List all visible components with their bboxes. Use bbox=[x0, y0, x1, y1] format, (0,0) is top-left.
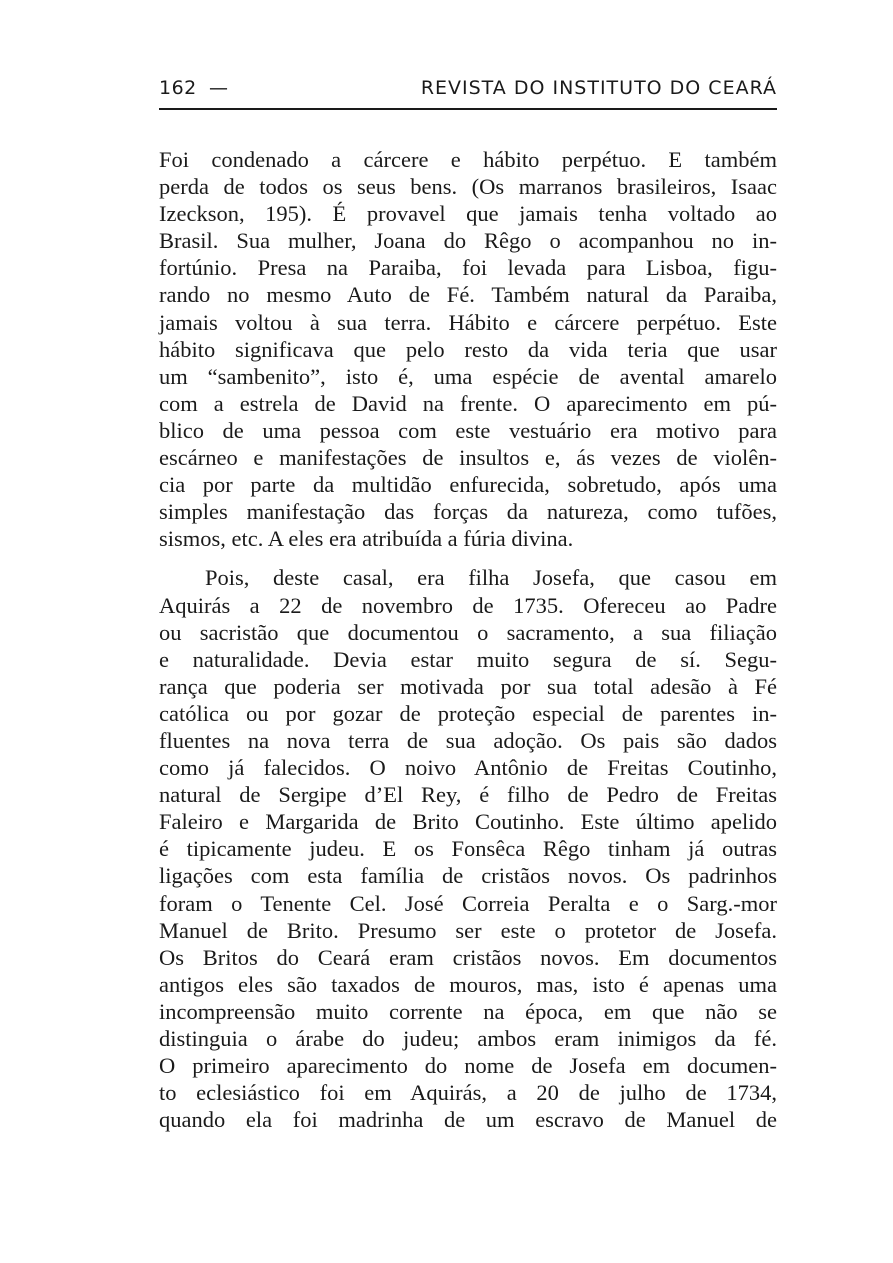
text-line: perda de todos os seus bens. (Os marranos brasileiros, Isaac bbox=[159, 174, 777, 200]
page-number: 162 bbox=[159, 77, 197, 99]
text-line: fluentes na nova terra de sua adoção. Os pais são dados bbox=[159, 727, 777, 753]
text-line: é tipicamente judeu. E os Fonsêca Rêgo tinham já outras bbox=[159, 836, 777, 862]
text-line: sismos, etc. A eles era atribuída a fúria divina. bbox=[159, 526, 574, 552]
text-line: hábito significava que pelo resto da vida teria que usar bbox=[159, 336, 777, 362]
text-line: como já falecidos. O noivo Antônio de Freitas Coutinho, bbox=[159, 755, 777, 781]
text-line: Aquirás a 22 de novembro de 1735. Ofereceu ao Padre bbox=[159, 592, 777, 618]
header-dash: — bbox=[209, 77, 229, 99]
text-line: blico de uma pessoa com este vestuário era motivo para bbox=[159, 417, 777, 443]
text-line: Manuel de Brito. Presumo ser este o protetor de Josefa. bbox=[159, 917, 777, 943]
text-line: jamais voltou à sua terra. Hábito e cárcere perpétuo. Este bbox=[159, 309, 777, 335]
text-line: Os Britos do Ceará eram cristãos novos. Em documentos bbox=[159, 944, 777, 970]
text-line: católica ou por gozar de proteção especial de parentes in- bbox=[159, 700, 777, 726]
text-line: um “sambenito”, isto é, uma espécie de avental amarelo bbox=[159, 363, 777, 389]
text-line: natural de Sergipe d’El Rey, é filho de Pedro de Freitas bbox=[159, 782, 777, 808]
text-line: Pois, deste casal, era filha Josefa, que casou em bbox=[205, 565, 777, 591]
text-line: to eclesiástico foi em Aquirás, a 20 de julho de 1734, bbox=[159, 1080, 777, 1106]
text-line: Faleiro e Margarida de Brito Coutinho. Este último apelido bbox=[159, 809, 777, 835]
text-line: O primeiro aparecimento do nome de Josefa em documen- bbox=[159, 1053, 777, 1079]
text-line: e naturalidade. Devia estar muito segura de sí. Segu- bbox=[159, 646, 777, 672]
paragraph-2 bbox=[159, 564, 777, 1133]
text-line: escárneo e manifestações de insultos e, ás vezes de violên- bbox=[159, 445, 777, 471]
text-line: rando no mesmo Auto de Fé. Também natural da Paraiba, bbox=[159, 282, 777, 308]
header-rule bbox=[159, 108, 777, 110]
text-line: incompreensão muito corrente na época, em que não se bbox=[159, 998, 777, 1024]
text-line: Izeckson, 195). É provavel que jamais tenha voltado ao bbox=[159, 201, 777, 227]
text-line: ou sacristão que documentou o sacramento, a sua filiação bbox=[159, 619, 777, 645]
text-line: Foi condenado a cárcere e hábito perpétuo. E também bbox=[159, 147, 777, 172]
text-line: foram o Tenente Cel. José Correia Peralta e o Sarg.-mor bbox=[159, 890, 777, 916]
text-line: quando ela foi madrinha de um escravo de Manuel de bbox=[159, 1107, 777, 1133]
paragraph-gap bbox=[159, 552, 777, 564]
body-text bbox=[159, 146, 777, 1133]
text-line: cia por parte da multidão enfurecida, sobretudo, após uma bbox=[159, 472, 777, 498]
paragraph-1 bbox=[159, 146, 777, 552]
text-line: fortúnio. Presa na Paraiba, foi levada para Lisboa, figu- bbox=[159, 255, 777, 281]
journal-title: REVISTA DO INSTITUTO DO CEARÁ bbox=[420, 77, 777, 99]
running-header bbox=[159, 75, 777, 105]
text-line: simples manifestação das forças da natureza, como tufões, bbox=[159, 499, 777, 525]
text-line: rança que poderia ser motivada por sua total adesão à Fé bbox=[159, 673, 777, 699]
text-line: antigos eles são taxados de mouros, mas, isto é apenas uma bbox=[159, 971, 777, 997]
text-line: Brasil. Sua mulher, Joana do Rêgo o acompanhou no in- bbox=[159, 228, 777, 254]
text-line: ligações com esta família de cristãos novos. Os padrinhos bbox=[159, 863, 777, 889]
text-line: distinguia o árabe do judeu; ambos eram inimigos da fé. bbox=[159, 1026, 777, 1051]
text-line: com a estrela de David na frente. O aparecimento em pú- bbox=[159, 390, 777, 416]
